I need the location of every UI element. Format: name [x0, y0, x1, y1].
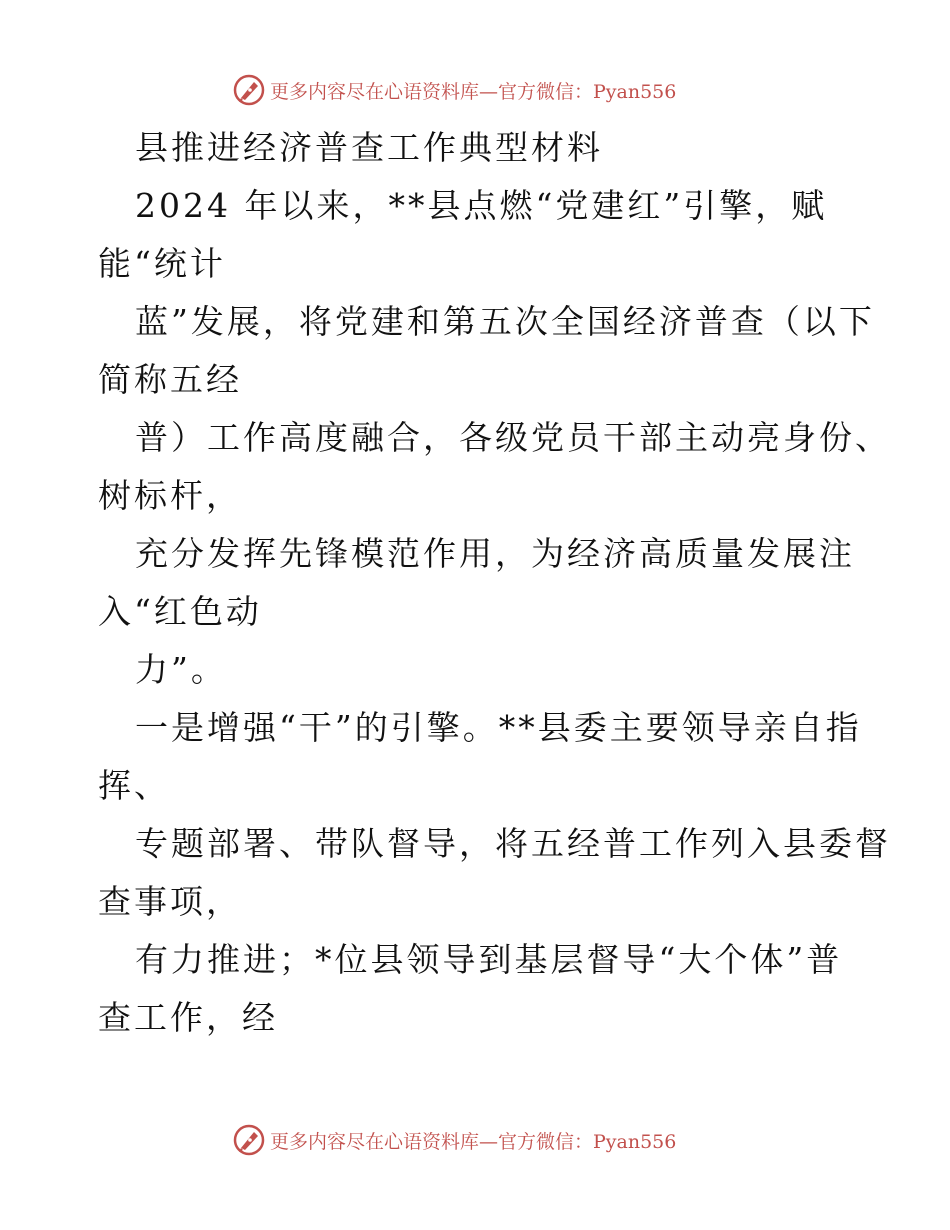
paragraph-line: 力”。: [135, 650, 227, 689]
paragraph-line: 专题部署、带队督导，将五经普工作列入县委督: [135, 824, 891, 863]
paragraph-line: 2024 年以来，**县点燃“党建红”引擎，赋: [135, 186, 828, 225]
document-title: 县推进经济普查工作典型材料: [135, 128, 603, 167]
paragraph-line: 查工作，经: [98, 998, 278, 1037]
paragraph-line: 能“统计: [98, 244, 226, 283]
pen-nib-logo-icon: [232, 73, 266, 107]
paragraph-line: 简称五经: [98, 360, 242, 399]
paragraph-line: 入“红色动: [98, 592, 262, 631]
watermark-footer: [232, 1122, 676, 1158]
paragraph-line: 查事项，: [98, 882, 242, 921]
paragraph-line: 树标杆，: [98, 476, 242, 515]
watermark-text: 更多内容尽在心语资料库—官方微信：Pyan556: [270, 80, 677, 103]
paragraph-line: 有力推进；*位县领导到基层督导“大个体”普: [135, 940, 843, 979]
paragraph-line: 一是增强“干”的引擎。**县委主要领导亲自指: [135, 708, 862, 747]
watermark-header: [232, 72, 676, 108]
paragraph-line: 充分发挥先锋模范作用，为经济高质量发展注: [135, 534, 855, 573]
paragraph-line: 普）工作高度融合，各级党员干部主动亮身份、: [135, 418, 891, 457]
paragraph-line: 蓝”发展，将党建和第五次全国经济普查（以下: [135, 302, 875, 341]
paragraph-line: 挥、: [98, 766, 170, 805]
watermark-text: 更多内容尽在心语资料库—官方微信：Pyan556: [270, 1130, 677, 1153]
pen-nib-logo-icon: [232, 1123, 266, 1157]
